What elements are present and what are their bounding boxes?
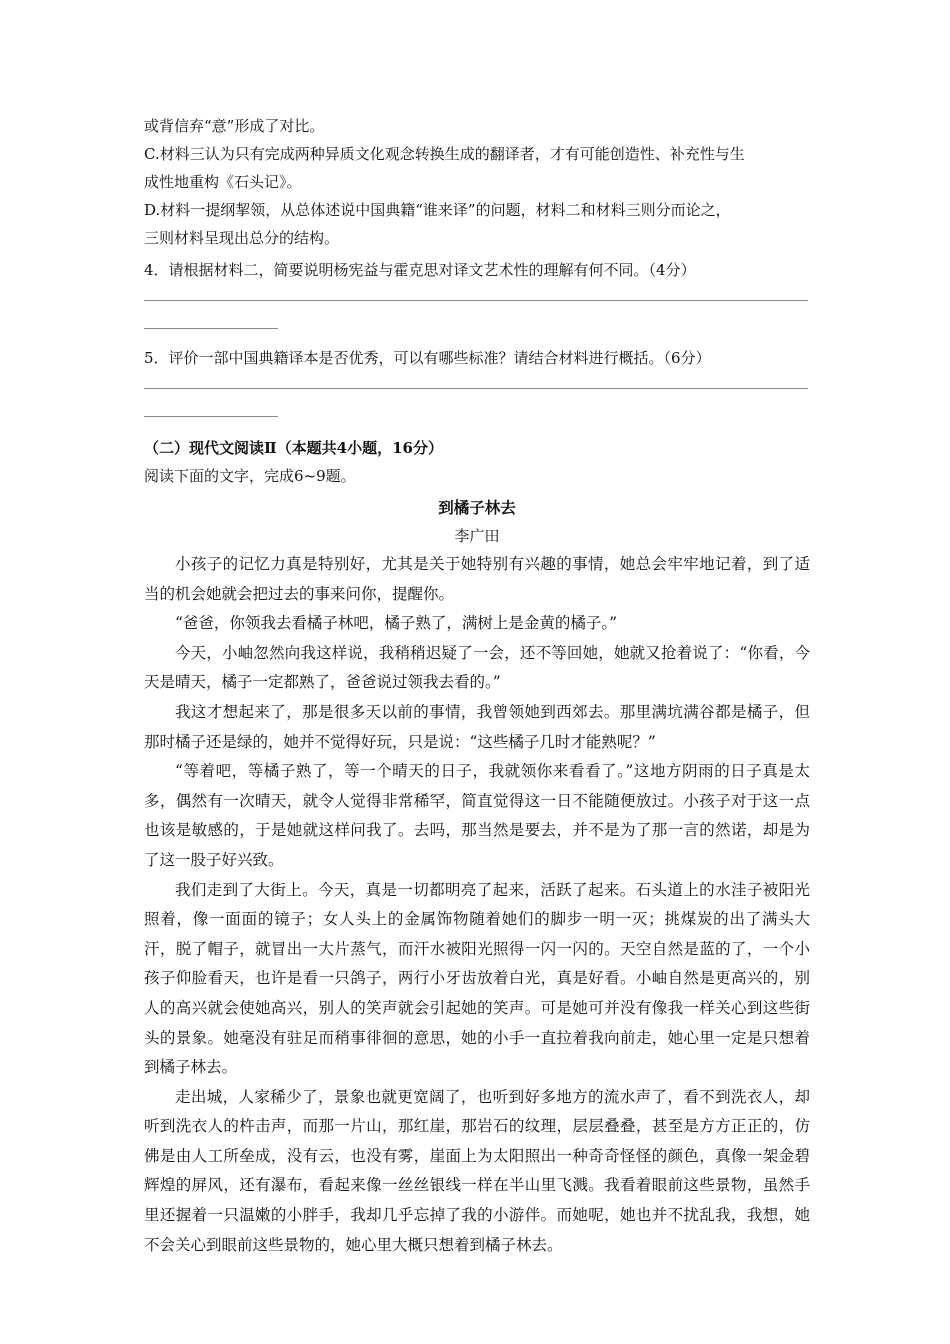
answer-line-q4-2[interactable] [144, 312, 810, 340]
article-paragraph-7: 走出城，人家稀少了，景象也就更宽阔了，也听到好多地方的流水声了，看不到洗衣人，却听到洗衣人的杵击声，而那一片山，那红崖，那岩石的纹理，层层叠叠，甚至是方方正正的，仿佛是由人工所垒成，没有云，也没有雾，崖面上为太阳照出一种奇奇怪怪的颜色，真像一架金碧辉煌的屏风，还有瀑布，看起来像一丝丝银线一样在半山里飞溅。我看着眼前这些景物，虽然手里还握着一只温嫩的小胖手，我却几乎忘掉了我的小游伴。而她呢，她也并不扰乱我，我想，她不会关心到眼前这些景物的，她心里大概只想着到橘子林去。 [144, 1087, 810, 1254]
answer-line-q5-1[interactable] [144, 372, 810, 400]
option-c-line1: C.材料三认为只有完成两种异质文化观念转换生成的翻译者，才有可能创造性、补充性与生 [144, 145, 745, 163]
answer-line-q4-1[interactable] [144, 284, 810, 312]
article-author: 李广田 [454, 527, 500, 545]
option-b-tail: 或背信弃“意”形成了对比。 [144, 117, 325, 135]
question-5: 5．评价一部中国典籍译本是否优秀，可以有哪些标准？请结合材料进行概括。（6分） [144, 349, 711, 367]
article-paragraph-1: 小孩子的记忆力真是特别好，尤其是关于她特别有兴趣的事情，她总会牢牢地记着，到了适当的机会她就会把过去的事来问你，提醒你。 [144, 555, 810, 603]
section-instruction: 阅读下面的文字，完成6~9题。 [144, 467, 356, 485]
exam-page [144, 112, 810, 1260]
article-paragraph-4: 我这才想起来了，那是很多天以前的事情，我曾领她到西郊去。那里满坑满谷都是橘子，但那时橘子还是绿的，她并不觉得好玩，只是说：“这些橘子几时才能熟呢？” [144, 702, 810, 751]
option-d-line2: 三则材料呈现出总分的结构。 [144, 229, 340, 247]
article-title: 到橘子林去 [438, 498, 516, 517]
article-paragraph-2: “爸爸，你领我去看橘子林吧，橘子熟了，满树上是金黄的橘子。” [175, 614, 618, 633]
option-c-line2: 成性地重构《石头记》。 [144, 173, 302, 191]
answer-line-q5-2[interactable] [144, 400, 810, 428]
option-d-line1: D.材料一提纲挈领，从总体述说中国典籍“谁来译”的问题，材料二和材料三则分而论之， [144, 201, 731, 219]
question-4: 4．请根据材料二，简要说明杨宪益与霍克思对译文艺术性的理解有何不同。（4分） [144, 261, 696, 279]
article-paragraph-6: 我们走到了大街上。今天，真是一切都明亮了起来，活跃了起来。石头道上的水洼子被阳光照着，像一面面的镜子；女人头上的金属饰物随着她们的脚步一明一灭；挑煤炭的出了满头大汗，脱了帽子，就冒出一大片蒸气，而汗水被阳光照得一闪一闪的。天空自然是蓝的了，一个小孩子仰脸看天，也许是看一只鸽子，两行小牙齿放着白光，真是好看。小岫自然是更高兴的，别人的高兴就会使她高兴，别人的笑声就会引起她的笑声。可是她可并没有像我一样关心到这些街头的景象。她毫没有驻足而稍事徘徊的意思，她的小手一直拉着我向前走，她心里一定是只想着到橘子林去。 [144, 880, 810, 1077]
article-paragraph-3: 今天，小岫忽然向我这样说，我稍稍迟疑了一会，还不等回她，她就又抢着说了：“你看，今天是晴天，橘子一定都熟了，爸爸说过领我去看的。” [144, 643, 810, 692]
section-heading: （二）现代文阅读Ⅱ（本题共4小题，16分） [144, 439, 443, 457]
article-paragraph-5: “等着吧，等橘子熟了，等一个晴天的日子，我就领你来看看了。”这地方阴雨的日子真是太多，偶然有一次晴天，就令人觉得非常稀罕，简直觉得这一日不能随便放过。小孩子对于这一点也该是敏感的，于是她就这样问我了。去吗，那当然是要去，并不是为了那一言的然诺，却是为了这一股子好兴致。 [144, 762, 810, 869]
